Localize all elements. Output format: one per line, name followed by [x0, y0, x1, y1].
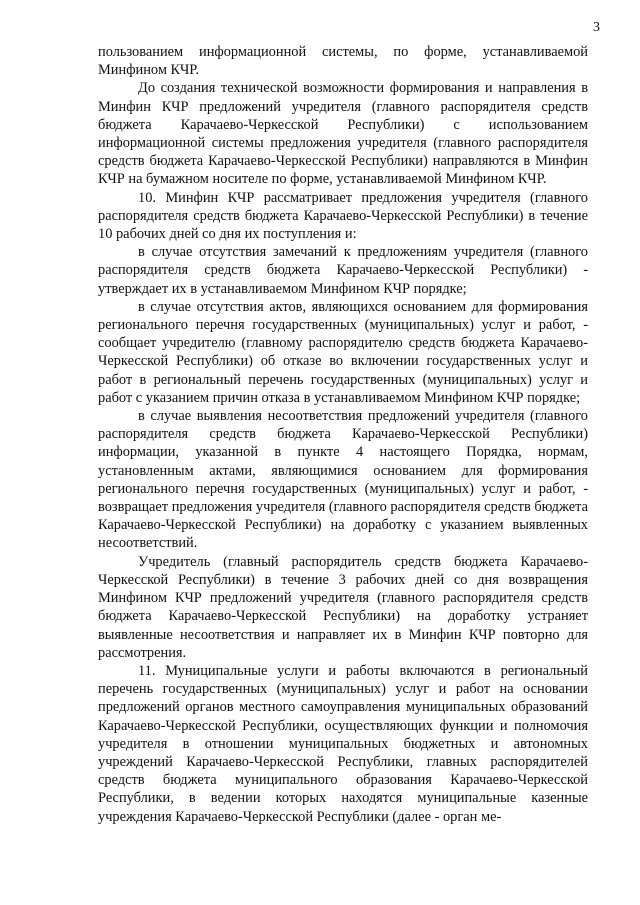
paragraph-clause-11: 11. Муниципальные услуги и работы включаются в региональный перечень государственных (муниципальных) услуг и работ на основании предложений органов местного самоуправления муниципальных образований Карачаево-Черкесской Республики, осуществляющих функции и полномочия учредителя в отношении муниципальных бюджетных и автономных учреждений Карачаево-Черкесской Республики, главных распорядителей средств бюджета муниципального образования Карачаево-Черкесской Республики, в ведении которых находятся муниципальные казенные учреждения Карачаево-Черкесской Республики (далее - орган ме-	[98, 662, 588, 825]
document-body	[98, 43, 588, 826]
paragraph-no-acts: в случае отсутствия актов, являющихся основанием для формирования регионального перечня государственных (муниципальных) услуг и работ, - сообщает учредителю (главному распорядителю средств бюджета Карачаево-Черкесской Республики) об отказе во включении государственных услуг и работ в региональный перечень государственных (муниципальных) услуг и работ с указанием причин отказа в устанавливаемом Минфином КЧР порядке;	[98, 298, 588, 406]
paragraph-continuation: пользованием информационной системы, по форме, устанавливаемой Минфином КЧР.	[98, 44, 588, 79]
page-number: 3	[593, 20, 600, 35]
paragraph-mismatch: в случае выявления несоответствия предложений учредителя (главного распорядителя средств бюджета Карачаево-Черкесской Республики) информации, указанной в пункте 4 настоящего Порядка, нормам, установленным актами, являющимися основанием для формирования регионального перечня государственных (муниципальных) услуг и работ, - возвращает предложения учредителя (главного распорядителя средств бюджета Карачаево-Черкесской Республики) на доработку с указанием выявленных несоответствий.	[98, 408, 588, 552]
paragraph-no-remarks: в случае отсутствия замечаний к предложениям учредителя (главного распорядителя средств бюджета Карачаево-Черкесской Республики) - утверждает их в устанавливаемом Минфином КЧР порядке;	[98, 244, 588, 297]
paragraph-paper-submission: До создания технической возможности формирования и направления в Минфин КЧР предложений учредителя (главного распорядителя средств бюджета Карачаево-Черкесской Республики) с использованием информационной системы предложения учредителя (главного распорядителя средств бюджета Карачаево-Черкесской Республики) направляются в Минфин КЧР на бумажном носителе по форме, устанавливаемой Минфином КЧР.	[98, 80, 588, 188]
paragraph-founder-revision: Учредитель (главный распорядитель средств бюджета Карачаево-Черкесской Республики) в течение 3 рабочих дней со дня возвращения Минфином КЧР предложений учредителя (главного распорядителя средств бюджета Карачаево-Черкесской Республики) на доработку устраняет выявленные несоответствия и направляет их в Минфин КЧР повторно для рассмотрения.	[98, 553, 588, 661]
paragraph-clause-10: 10. Минфин КЧР рассматривает предложения учредителя (главного распорядителя средств бюджета Карачаево-Черкесской Республики) в течение 10 рабочих дней со дня их поступления и:	[98, 189, 588, 243]
